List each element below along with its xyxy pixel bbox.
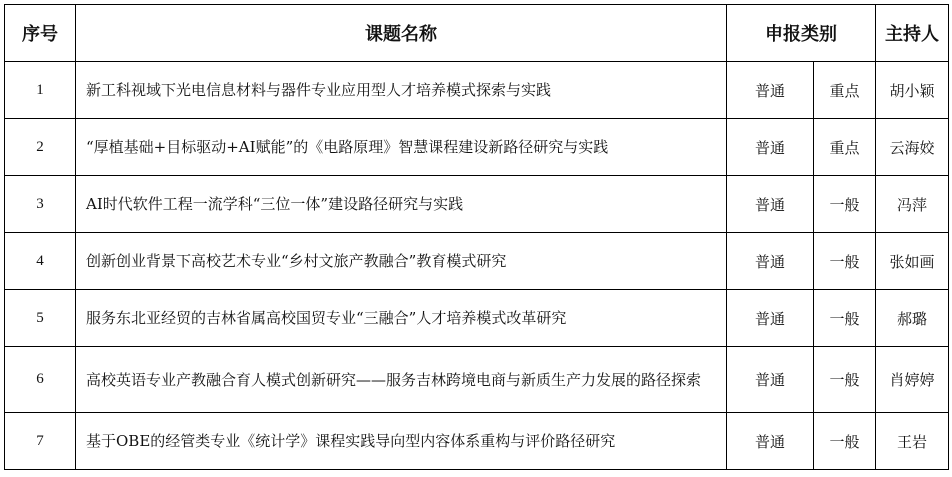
row-type: 普通 — [727, 347, 814, 413]
row-level: 一般 — [814, 347, 876, 413]
header-title: 课题名称 — [76, 5, 727, 62]
row-title: 新工科视域下光电信息材料与器件专业应用型人才培养模式探索与实践 — [76, 62, 727, 119]
row-level: 重点 — [814, 119, 876, 176]
row-index: 4 — [5, 233, 76, 290]
table-row — [5, 290, 949, 347]
header-host: 主持人 — [876, 5, 949, 62]
row-type: 普通 — [727, 233, 814, 290]
row-index: 6 — [5, 347, 76, 413]
table-row — [5, 119, 949, 176]
row-type: 普通 — [727, 290, 814, 347]
row-level: 一般 — [814, 176, 876, 233]
table-row — [5, 176, 949, 233]
row-host: 肖婷婷 — [876, 347, 949, 413]
row-title: 创新创业背景下高校艺术专业“乡村文旅产教融合”教育模式研究 — [76, 233, 727, 290]
header-index: 序号 — [5, 5, 76, 62]
row-level: 一般 — [814, 290, 876, 347]
row-index: 5 — [5, 290, 76, 347]
row-index: 2 — [5, 119, 76, 176]
header-row — [5, 5, 949, 62]
table-row — [5, 62, 949, 119]
row-index: 7 — [5, 413, 76, 470]
row-index: 3 — [5, 176, 76, 233]
project-table — [4, 4, 949, 470]
row-type: 普通 — [727, 413, 814, 470]
row-title: 服务东北亚经贸的吉林省属高校国贸专业“三融合”人才培养模式改革研究 — [76, 290, 727, 347]
row-index: 1 — [5, 62, 76, 119]
row-title: AI时代软件工程一流学科“三位一体”建设路径研究与实践 — [76, 176, 727, 233]
row-level: 一般 — [814, 233, 876, 290]
row-level: 一般 — [814, 413, 876, 470]
row-host: 云海姣 — [876, 119, 949, 176]
row-host: 胡小颖 — [876, 62, 949, 119]
row-host: 王岩 — [876, 413, 949, 470]
row-title: “厚植基础+目标驱动+AI赋能”的《电路原理》智慧课程建设新路径研究与实践 — [76, 119, 727, 176]
row-host: 郝璐 — [876, 290, 949, 347]
row-level: 重点 — [814, 62, 876, 119]
row-title: 高校英语专业产教融合育人模式创新研究——服务吉林跨境电商与新质生产力发展的路径探索 — [76, 347, 727, 413]
table-row — [5, 233, 949, 290]
row-host: 张如画 — [876, 233, 949, 290]
row-type: 普通 — [727, 119, 814, 176]
table-row — [5, 413, 949, 470]
row-type: 普通 — [727, 176, 814, 233]
row-type: 普通 — [727, 62, 814, 119]
table-row — [5, 347, 949, 413]
row-host: 冯萍 — [876, 176, 949, 233]
header-category: 申报类别 — [727, 5, 876, 62]
row-title: 基于OBE的经管类专业《统计学》课程实践导向型内容体系重构与评价路径研究 — [76, 413, 727, 470]
